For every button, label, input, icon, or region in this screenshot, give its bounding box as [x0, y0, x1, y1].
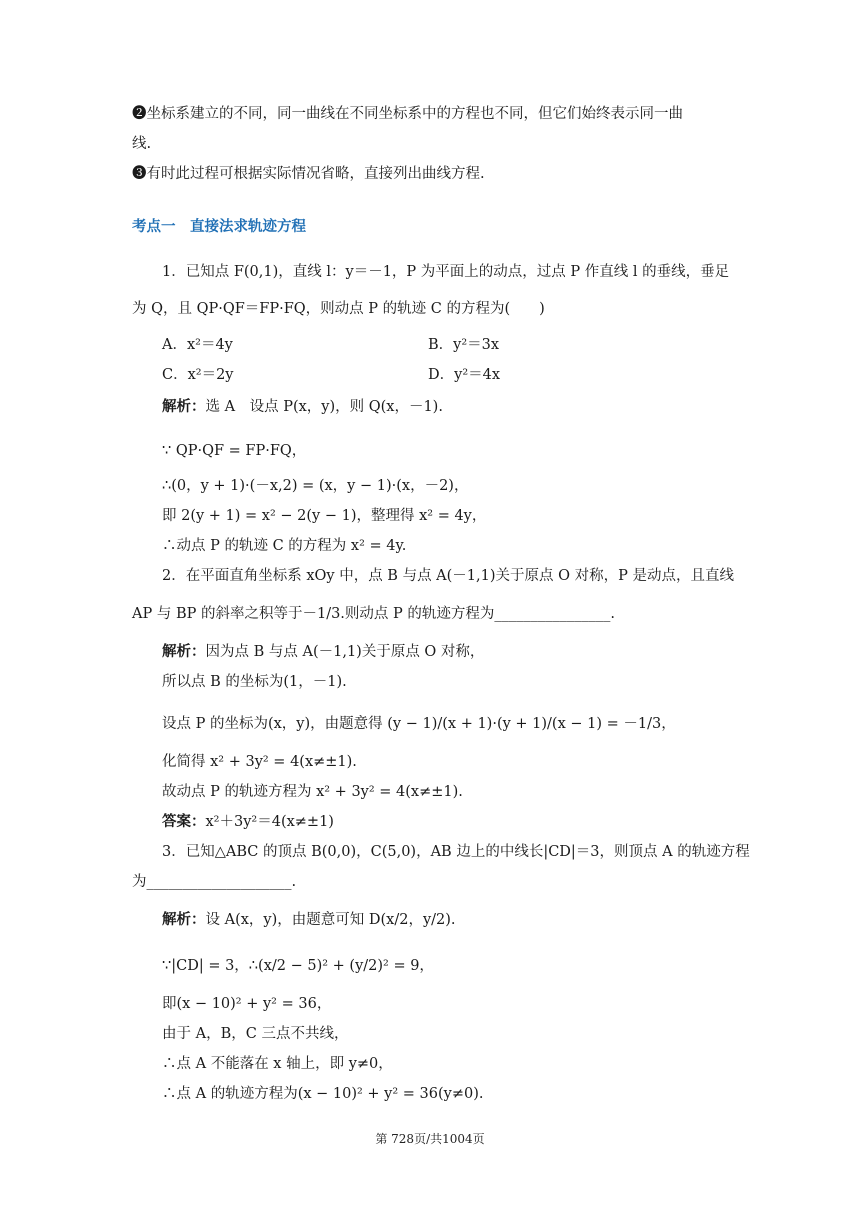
q1-solution-1: 解析：选 A 设点 P(x，y)，则 Q(x，－1). — [162, 399, 443, 415]
q1-solution-2: ∵ QP·QF = FP·FQ， — [162, 443, 307, 459]
q3-solution-3: 即(x − 10)² + y² = 36， — [162, 996, 332, 1012]
q1-option-d: D．y²＝4x — [428, 367, 501, 383]
q2-solution-3: 设点 P 的坐标为(x，y)，由题意得 (y − 1)/(x + 1)·(y + 1)/(x − 1) = －1/3， — [162, 716, 676, 732]
q3-solution-5: ∴点 A 不能落在 x 轴上，即 y≠0， — [162, 1056, 393, 1072]
q2-solution-2: 所以点 B 的坐标为(1，－1). — [162, 674, 347, 690]
q2-line-1: 2．在平面直角坐标系 xOy 中，点 B 与点 A(－1,1)关于原点 O 对称，P 是动点，且直线 — [162, 568, 734, 584]
q3-solution-1: 解析：设 A(x，y)，由题意可知 D(x/2，y/2). — [162, 912, 456, 928]
page-footer: 第 728页/共1004页 — [375, 1132, 485, 1146]
q3-solution-4: 由于 A，B，C 三点不共线， — [162, 1026, 349, 1042]
q2-line-2: AP 与 BP 的斜率之积等于－1/3.则动点 P 的轨迹方程为________________. — [132, 606, 615, 622]
q2-solution-4: 化简得 x² + 3y² = 4(x≠±1). — [162, 754, 357, 770]
q1-option-b: B．y²＝3x — [428, 337, 500, 353]
q2-solution-5: 故动点 P 的轨迹方程为 x² + 3y² = 4(x≠±1). — [162, 784, 463, 800]
q3-line-1: 3．已知△ABC 的顶点 B(0,0)，C(5,0)，AB 边上的中线长|CD|＝3，则顶点 A 的轨迹方程 — [162, 844, 750, 860]
q3-line-2: 为____________________. — [132, 874, 297, 890]
note-3: ❸有时此过程可根据实际情况省略，直接列出曲线方程. — [132, 166, 485, 182]
section-heading: 考点一 直接法求轨迹方程 — [132, 219, 306, 235]
q3-solution-6: ∴点 A 的轨迹方程为(x − 10)² + y² = 36(y≠0). — [162, 1086, 484, 1102]
q1-solution-4: 即 2(y + 1) = x² − 2(y − 1)，整理得 x² = 4y， — [162, 508, 487, 524]
note-2-line-2: 线. — [132, 136, 152, 152]
q1-option-a: A．x²＝4y — [162, 337, 233, 353]
q1-line-2: 为 Q，且 QP·QF＝FP·FQ，则动点 P 的轨迹 C 的方程为( ) — [132, 301, 545, 317]
q1-solution-5: ∴动点 P 的轨迹 C 的方程为 x² = 4y. — [162, 538, 407, 554]
q2-solution-1: 解析：因为点 B 与点 A(－1,1)关于原点 O 对称， — [162, 644, 485, 660]
q3-solution-2: ∵|CD| = 3，∴(x/2 − 5)² + (y/2)² = 9， — [162, 958, 434, 974]
q1-option-c: C．x²＝2y — [162, 367, 234, 383]
q1-solution-3: ∴(0，y + 1)·(－x,2) = (x，y − 1)·(x，－2)， — [162, 478, 469, 494]
q1-line-1: 1．已知点 F(0,1)，直线 l：y＝－1，P 为平面上的动点，过点 P 作直线 l 的垂线，垂足 — [162, 264, 730, 280]
note-2-line-1: ❷坐标系建立的不同，同一曲线在不同坐标系中的方程也不同，但它们始终表示同一曲 — [132, 106, 683, 122]
q2-answer: 答案：x²＋3y²＝4(x≠±1) — [162, 814, 334, 830]
